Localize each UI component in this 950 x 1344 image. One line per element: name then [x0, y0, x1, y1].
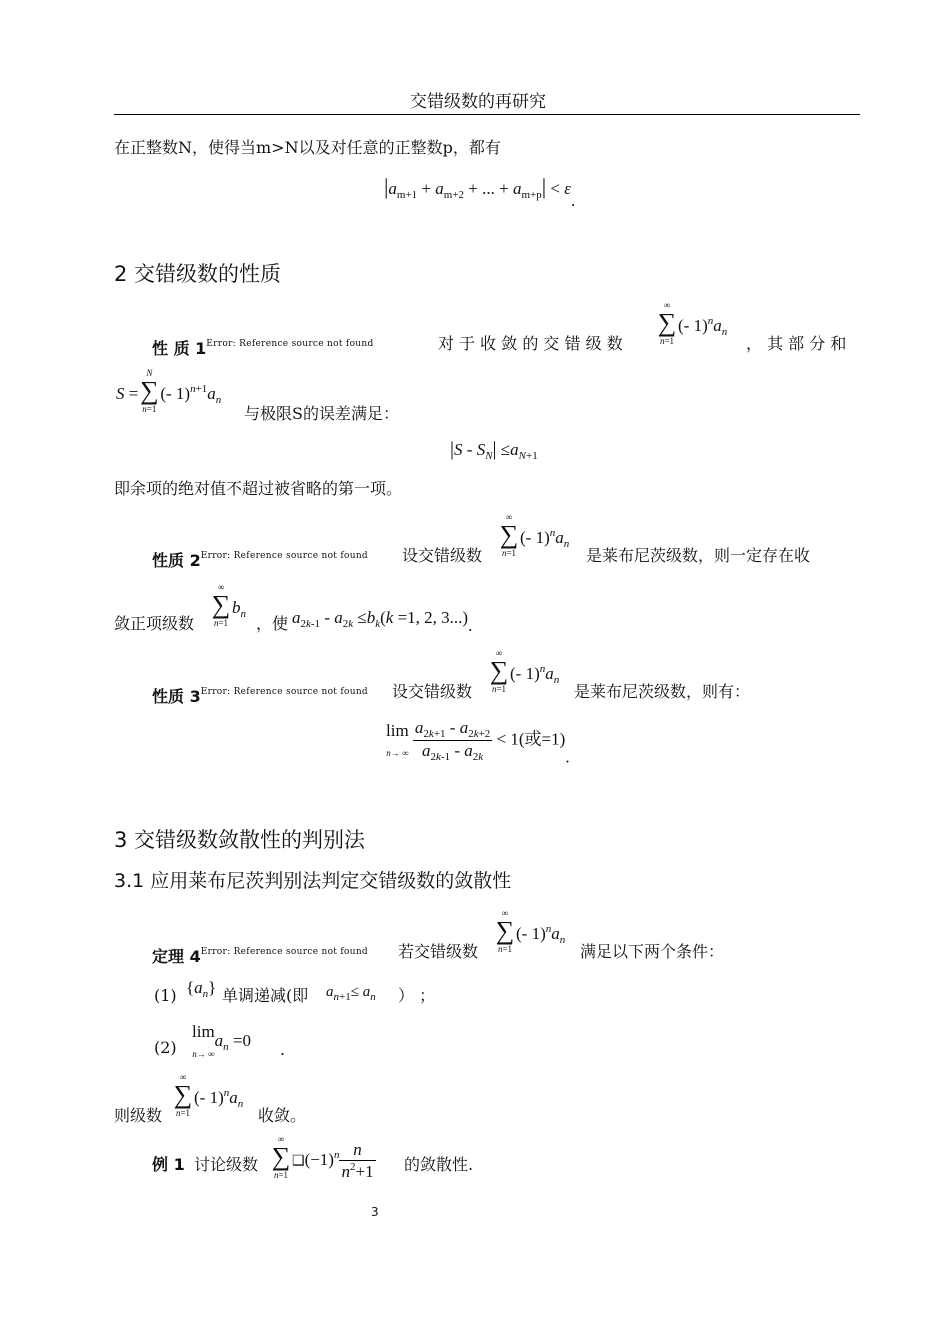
alternating-series-formula: ∞ ∑ n=1 (- $1)^na_n$ [489, 648, 560, 694]
condition-1-end: ） ； [398, 986, 436, 1005]
property-3 [152, 682, 368, 707]
property-1 [152, 334, 374, 359]
property-3-label: 性质 3 [152, 687, 201, 706]
condition-2-end: . [280, 1040, 286, 1059]
condition-1-text: 单调递减(即 [222, 986, 309, 1005]
theorem-4 [152, 942, 368, 967]
reference-error: Error: Reference source not found [200, 687, 368, 697]
conclusion-text: 则级数 [114, 1106, 163, 1125]
theorem-4-text-b: 满足以下两个条件： [580, 942, 725, 961]
positive-series-formula: ∞ ∑ n=1 $b_n$ [211, 582, 246, 628]
limit-zero-formula: lim $n\to \infty a_n =0$ [192, 1022, 252, 1059]
example-1-text-b: 的敛散性. [404, 1155, 474, 1174]
reference-error: Error: Reference source not found [200, 551, 368, 561]
reference-error: Error: Reference source not found [206, 339, 374, 349]
limit-ratio-formula: lim n→ ∞ $\frac{a_{2k+1} - a_{2k+2}}{a_{2k-1} - a_{2k}}$ < 1(或=1). [386, 718, 570, 767]
cauchy-criterion-formula: $|a_{m+1} + a_{m+2}$ + ... + $a_{m+p}| < \varepsilon$. [384, 174, 576, 210]
example-1-label: 例 1 [152, 1155, 185, 1174]
property-3-text: 设交错级数 [392, 682, 473, 701]
conclusion-text-b: 收敛。 [258, 1106, 307, 1125]
bound-inequality-formula: $a_{2k-1} - a_{2k} \le b_k(k =1$, 2, 3...). [292, 608, 473, 635]
page-header-title: 交错级数的再研究 [410, 92, 546, 112]
section-2-heading: 2 交错级数的性质 [114, 262, 282, 286]
example-1 [152, 1155, 185, 1175]
section-3-1-heading: 3.1 应用莱布尼茨判别法判定交错级数的敛散性 [114, 870, 512, 892]
example-series-formula: ∞ ∑ n=1 $❑(-1)^n$ $\frac{n}{n^2+1}$ [271, 1133, 374, 1181]
property-1-label: 性 质 1 [152, 339, 207, 358]
alternating-series-formula: ∞ ∑ n=1 (- $1)^na_n$ [657, 300, 728, 346]
reference-error: Error: Reference source not found [200, 947, 368, 957]
page-number: 3 [371, 1205, 379, 1219]
alternating-series-formula: ∞ ∑ n=1 (- $1)^na_n$ [173, 1072, 244, 1118]
property-3-text-b: 是莱布尼茨级数，则有： [574, 682, 751, 701]
property-1-text: 对 于 收 敛 的 交 错 级 数 [438, 334, 623, 353]
error-bound-formula: $|S - S_N| \le a_{N+1}$ [450, 438, 538, 462]
theorem-4-text: 若交错级数 [398, 942, 479, 961]
property-2 [152, 546, 368, 571]
property-1-text-d: 即余项的绝对值不超过被省略的第一项。 [114, 479, 403, 498]
property-2-text-c: 敛正项级数 [114, 614, 195, 633]
sequence-formula: $\{a_n\}$ [186, 978, 217, 1000]
alternating-series-formula: ∞ ∑ n=1 (- $1)^na_n$ [495, 908, 566, 954]
partial-sum-formula: S = N ∑ n=1 (- $1)^{n+1}a_n$ [116, 368, 222, 414]
intro-text: 在正整数N，使得当m>N以及对任意的正整数p，都有 [114, 138, 501, 157]
example-1-text: 讨论级数 [194, 1155, 259, 1174]
theorem-4-label: 定理 4 [152, 947, 201, 966]
property-2-text: 设交错级数 [402, 546, 483, 565]
monotone-formula: $a_{n+1}\le a_n$ [326, 984, 376, 1003]
property-1-text-c: 与极限S的误差满足： [244, 404, 399, 423]
header-rule [114, 114, 860, 115]
section-3-heading: 3 交错级数敛散性的判别法 [114, 828, 366, 852]
property-2-label: 性质 2 [152, 551, 201, 570]
property-2-text-d: ，使 [256, 614, 289, 633]
condition-1-number: (1) [154, 986, 177, 1005]
property-2-text-b: 是莱布尼茨级数，则一定存在收 [586, 546, 811, 565]
alternating-series-formula: ∞ ∑ n=1 (- $1)^na_n$ [499, 512, 570, 558]
condition-2-number: (2) [154, 1038, 177, 1057]
property-1-text-b: ， 其 部 分 和 [746, 334, 847, 353]
